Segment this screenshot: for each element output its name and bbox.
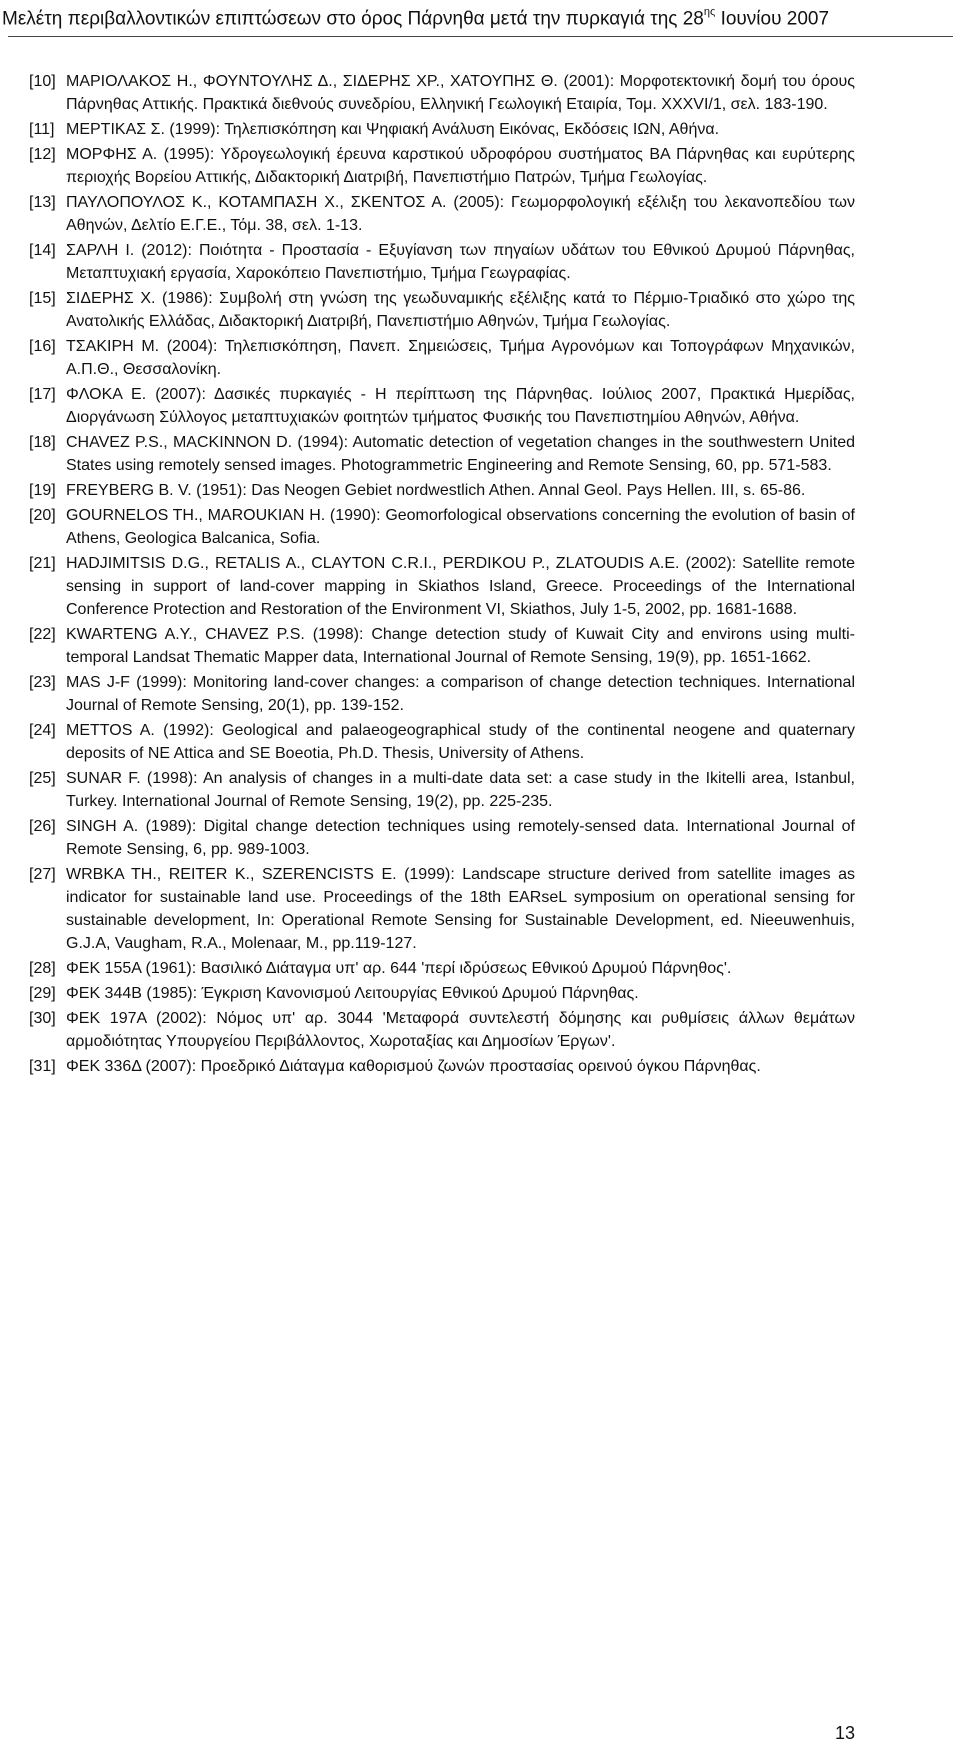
reference-number: [28] (29, 960, 56, 978)
reference-text: ΜΟΡΦΗΣ Α. (1995): Υδρογεωλογική έρευνα καρστικού υδροφόρου συστήματος ΒΑ Πάρνηθας και ευρύτερης περιοχής Βορείου Αττικής, Διδακτορική Διατριβή, Πανεπιστήμιο Πατρών, Τμήμα Γεωλογίας. (66, 145, 855, 186)
reference-text: ΦΕΚ 344Β (1985): Έγκριση Κανονισμού Λειτουργίας Εθνικού Δρυμού Πάρνηθας. (66, 985, 639, 1002)
reference-number: [16] (29, 337, 56, 355)
reference-entry (29, 383, 855, 429)
reference-text: ΣΑΡΛΗ Ι. (2012): Ποιότητα - Προστασία - Εξυγίανση των πηγαίων υδάτων του Εθνικού Δρυμού Πάρνηθας, Μεταπτυχιακή εργασία, Χαροκόπειο Πανεπιστήμιο, Τμήμα Γεωγραφίας. (66, 241, 855, 282)
header-title: Μελέτη περιβαλλοντικών επιπτώσεων στο όρος Πάρνηθα μετά την πυρκαγιά της 28 (2, 8, 704, 30)
reference-number: [12] (29, 145, 56, 163)
reference-entry (29, 504, 855, 550)
reference-number: [20] (29, 506, 56, 524)
reference-text: WRBKA TH., REITER K., SZERENCISTS E. (1999): Landscape structure derived from satellite images as indicator for sustainable land use. Proceedings of the 18th EARseL symposium on operational sensing for sustainable development, In: Operational Remote Sensing for Sustainable Development, ed. Nieeuwenhuis, G.J.A, Vaugham, R.A., Molenaar, M., pp.119-127. (66, 865, 855, 953)
reference-entry (29, 623, 855, 669)
reference-entry (29, 767, 855, 813)
header-title-end: Ιουνίου 2007 (715, 8, 830, 30)
header-superscript: ης (703, 6, 716, 18)
reference-number: [24] (29, 721, 56, 739)
reference-text: ΤΣΑΚΙΡΗ Μ. (2004): Τηλεπισκόπηση, Πανεπ. Σημειώσεις, Τμήμα Αγρονόμων και Τοπογράφων Μηχανικών, Α.Π.Θ., Θεσσαλονίκη. (66, 337, 855, 378)
reference-number: [15] (29, 289, 56, 307)
reference-text: ΠΑΥΛΟΠΟΥΛΟΣ Κ., ΚΟΤΑΜΠΑΣΗ Χ., ΣΚΕΝΤΟΣ Α. (2005): Γεωμορφολογική εξέλιξη του λεκανοπεδίου των Αθηνών, Δελτίο Ε.Γ.Ε., Τόμ. 38, σελ. 1-13. (66, 193, 855, 234)
reference-number: [11] (29, 121, 55, 138)
reference-text: ΜΑΡΙΟΛΑΚΟΣ Η., ΦΟΥΝΤΟΥΛΗΣ Δ., ΣΙΔΕΡΗΣ ΧΡ., ΧΑΤΟΥΠΗΣ Θ. (2001): Μορφοτεκτονική δομή του όρους Πάρνηθας Αττικής. Πρακτικά διεθνούς συνεδρίου, Ελληνική Γεωλογική Εταιρία, Τομ. XXXVI/1, σελ. 183-190. (66, 73, 855, 114)
reference-text: ΦΛΟΚΑ Ε. (2007): Δασικές πυρκαγιές - Η περίπτωση της Πάρνηθας. Ιούλιος 2007, Πρακτικά Ημερίδας, Διοργάνωση Σύλλογος μεταπτυχιακών φοιτητών τμήματος Φυσικής του Πανεπιστημίου Αθηνών, Αθήνα. (66, 385, 855, 426)
reference-number: [14] (29, 241, 56, 259)
reference-text: CHAVEZ P.S., MACKINNON D. (1994): Automatic detection of vegetation changes in the southwestern United States using remotely sensed images. Photogrammetric Engineering and Remote Sensing, 60, pp. 571-583. (66, 433, 855, 474)
reference-number: [17] (29, 385, 56, 403)
reference-entry (29, 431, 855, 477)
reference-entry (29, 863, 855, 956)
page-number: 13 (834, 1723, 855, 1743)
header-divider (8, 36, 953, 37)
reference-text: FREYBERG B. V. (1951): Das Neogen Gebiet nordwestlich Athen. Annal Geol. Pays Hellen. III, s. 65-86. (66, 481, 806, 499)
reference-number: [10] (29, 73, 56, 90)
reference-number: [22] (29, 625, 56, 643)
reference-entry (29, 335, 855, 381)
reference-number: [23] (29, 673, 56, 691)
reference-text: HADJIMITSIS D.G., RETALIS A., CLAYTON C.R.I., PERDIKOU P., ZLATOUDIS A.E. (2002): Satellite remote sensing in support of land-cover mapping in Skiathos Island, Greece. Proceedings of the International Conference Protection and Restoration of the Environment VI, Skiathos, July 1-5, 2002, pp. 1681-1688. (66, 554, 855, 618)
reference-entry (29, 1007, 855, 1053)
reference-text: METTOS A. (1992): Geological and palaeogeographical study of the continental neogene and quaternary deposits of NE Attica and SE Boeotia, Ph.D. Thesis, University of Athens. (66, 721, 855, 762)
reference-number: [21] (29, 554, 56, 572)
reference-entry (29, 552, 855, 622)
reference-entry (29, 118, 855, 141)
reference-number: [27] (29, 865, 56, 883)
reference-entry (29, 479, 855, 502)
reference-number: [30] (29, 1009, 56, 1027)
reference-text: SINGH A. (1989): Digital change detection techniques using remotely-sensed data. International Journal of Remote Sensing, 6, pp. 989-1003. (66, 817, 855, 858)
reference-number: [18] (29, 433, 56, 451)
reference-entry (29, 1055, 855, 1078)
running-header (0, 0, 960, 40)
reference-number: [25] (29, 769, 56, 787)
reference-entry (29, 982, 855, 1005)
reference-text: SUNAR F. (1998): An analysis of changes in a multi-date data set: a case study in the Ikitelli area, Istanbul, Turkey. International Journal of Remote Sensing, 19(2), pp. 225-235. (66, 769, 855, 810)
reference-text: GOURNELOS TH., MAROUKIAN H. (1990): Geomorfological observations concerning the evolution of basin of Athens, Geologica Balcanica, Sofia. (66, 506, 855, 547)
reference-number: [31] (29, 1057, 56, 1075)
reference-entry (29, 287, 855, 333)
reference-entry (29, 815, 855, 861)
reference-text: ΦΕΚ 197Α (2002): Νόμος υπ' αρ. 3044 'Μεταφορά συντελεστή δόμησης και ρυθμίσεις άλλων θεμάτων αρμοδιότητας Υπουργείου Περιβάλλοντος, Χωροταξίας και Δημοσίων Έργων'. (66, 1009, 855, 1050)
reference-text: ΜΕΡΤΙΚΑΣ Σ. (1999): Τηλεπισκόπηση και Ψηφιακή Ανάλυση Εικόνας, Εκδόσεις ΙΩΝ, Αθήνα. (66, 121, 720, 138)
reference-text: MAS J-F (1999): Monitoring land-cover changes: a comparison of change detection techniques. International Journal of Remote Sensing, 20(1), pp. 139-152. (66, 673, 855, 714)
reference-text: ΦΕΚ 155Α (1961): Βασιλικό Διάταγμα υπ' αρ. 644 'περί ιδρύσεως Εθνικού Δρυμού Πάρνηθος'. (66, 960, 732, 978)
reference-text: KWARTENG A.Y., CHAVEZ P.S. (1998): Change detection study of Kuwait City and environs using multi-temporal Landsat Thematic Mapper data, International Journal of Remote Sensing, 19(9), pp. 1651-1662. (66, 625, 855, 666)
reference-entry (29, 671, 855, 717)
reference-entry (29, 70, 855, 116)
reference-entry (29, 143, 855, 189)
reference-text: ΣΙΔΕΡΗΣ Χ. (1986): Συμβολή στη γνώση της γεωδυναμικής εξέλιξης κατά το Πέρμιο-Τριαδικό στο χώρο της Ανατολικής Ελλάδας, Διδακτορική Διατριβή, Πανεπιστήμιο Αθηνών, Τμήμα Γεωλογίας. (66, 289, 855, 330)
reference-number: [13] (29, 193, 56, 211)
reference-number: [19] (29, 481, 56, 499)
reference-number: [26] (29, 817, 56, 835)
reference-entry (29, 719, 855, 765)
reference-list (29, 70, 855, 1080)
reference-entry (29, 957, 855, 980)
reference-entry (29, 239, 855, 285)
reference-text: ΦΕΚ 336Δ (2007): Προεδρικό Διάταγμα καθορισμού ζωνών προστασίας ορεινού όγκου Πάρνηθας. (66, 1057, 761, 1075)
reference-number: [29] (29, 985, 56, 1002)
reference-entry (29, 191, 855, 237)
